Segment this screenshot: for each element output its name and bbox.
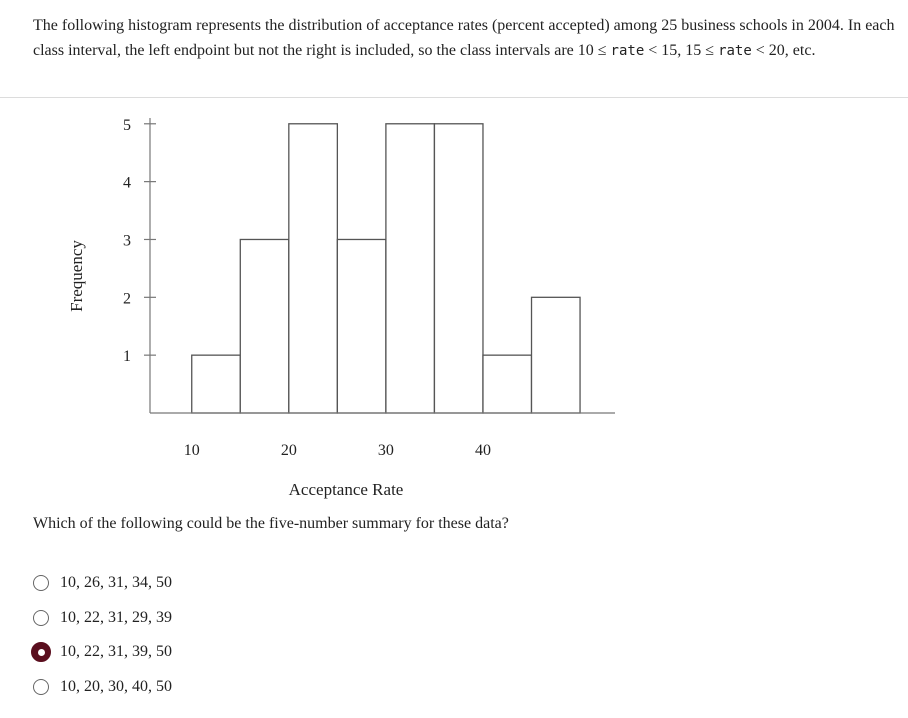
- y-axis-label: Frequency: [67, 240, 86, 312]
- histogram-bar-1: [192, 355, 241, 413]
- y-tick-label-2: 2: [123, 290, 131, 308]
- question-prompt: Which of the following could be the five-number summary for these data?: [33, 515, 509, 532]
- histogram-bar-5: [386, 124, 435, 413]
- interval1-left: 10 ≤: [577, 42, 607, 59]
- radio-button-1[interactable]: [33, 575, 49, 591]
- radio-button-4[interactable]: [33, 679, 49, 695]
- choice-label-3: 10, 22, 31, 39, 50: [60, 643, 172, 661]
- y-tick-label-3: 3: [123, 232, 131, 250]
- histogram-bar-8: [532, 297, 581, 413]
- histogram-bar-3: [289, 124, 338, 413]
- y-ticks: [123, 117, 156, 365]
- choice-label-1: 10, 26, 31, 34, 50: [60, 574, 172, 592]
- choice-1[interactable]: [33, 566, 172, 601]
- y-tick-label-5: 5: [123, 116, 131, 134]
- x-tick-label-40: 40: [474, 442, 491, 459]
- y-tick-label-4: 4: [123, 174, 131, 192]
- x-tick-label-10: 10: [183, 442, 200, 459]
- x-tick-label-20: 20: [280, 442, 297, 459]
- histogram-bar-7: [483, 355, 532, 413]
- radio-button-3[interactable]: [31, 642, 51, 662]
- interval1-var: rate: [610, 43, 645, 59]
- y-tick-label-1: 1: [123, 348, 131, 366]
- choice-4[interactable]: [33, 670, 172, 705]
- question-stem: [33, 13, 901, 64]
- histogram-bar-2: [240, 239, 289, 413]
- choice-2[interactable]: [33, 601, 172, 636]
- interval2-left: 15 ≤: [685, 42, 715, 59]
- choice-3[interactable]: [33, 635, 172, 670]
- x-tick-label-30: 30: [377, 442, 394, 459]
- choice-label-4: 10, 20, 30, 40, 50: [60, 677, 172, 695]
- answer-choices: [33, 566, 172, 704]
- question-stem-text: The following histogram represents the distribution of acceptance rates (percent accepted) among 25 business schools in 2004. In each class interval, the left endpoint but not the right is included, so the class intervals are: [33, 17, 895, 59]
- interval2-var: rate: [718, 43, 752, 59]
- histogram-bars: [192, 124, 580, 413]
- interval1-right: < 15,: [648, 42, 682, 59]
- interval2-right: < 20, etc.: [755, 42, 816, 59]
- histogram-bar-4: [337, 239, 386, 413]
- histogram-chart: [0, 110, 640, 505]
- x-ticks: [184, 442, 491, 459]
- divider: [0, 97, 908, 98]
- x-axis-label: Acceptance Rate: [288, 480, 404, 499]
- radio-button-2[interactable]: [33, 610, 49, 626]
- choice-label-2: 10, 22, 31, 29, 39: [60, 608, 172, 626]
- histogram-bar-6: [434, 124, 483, 413]
